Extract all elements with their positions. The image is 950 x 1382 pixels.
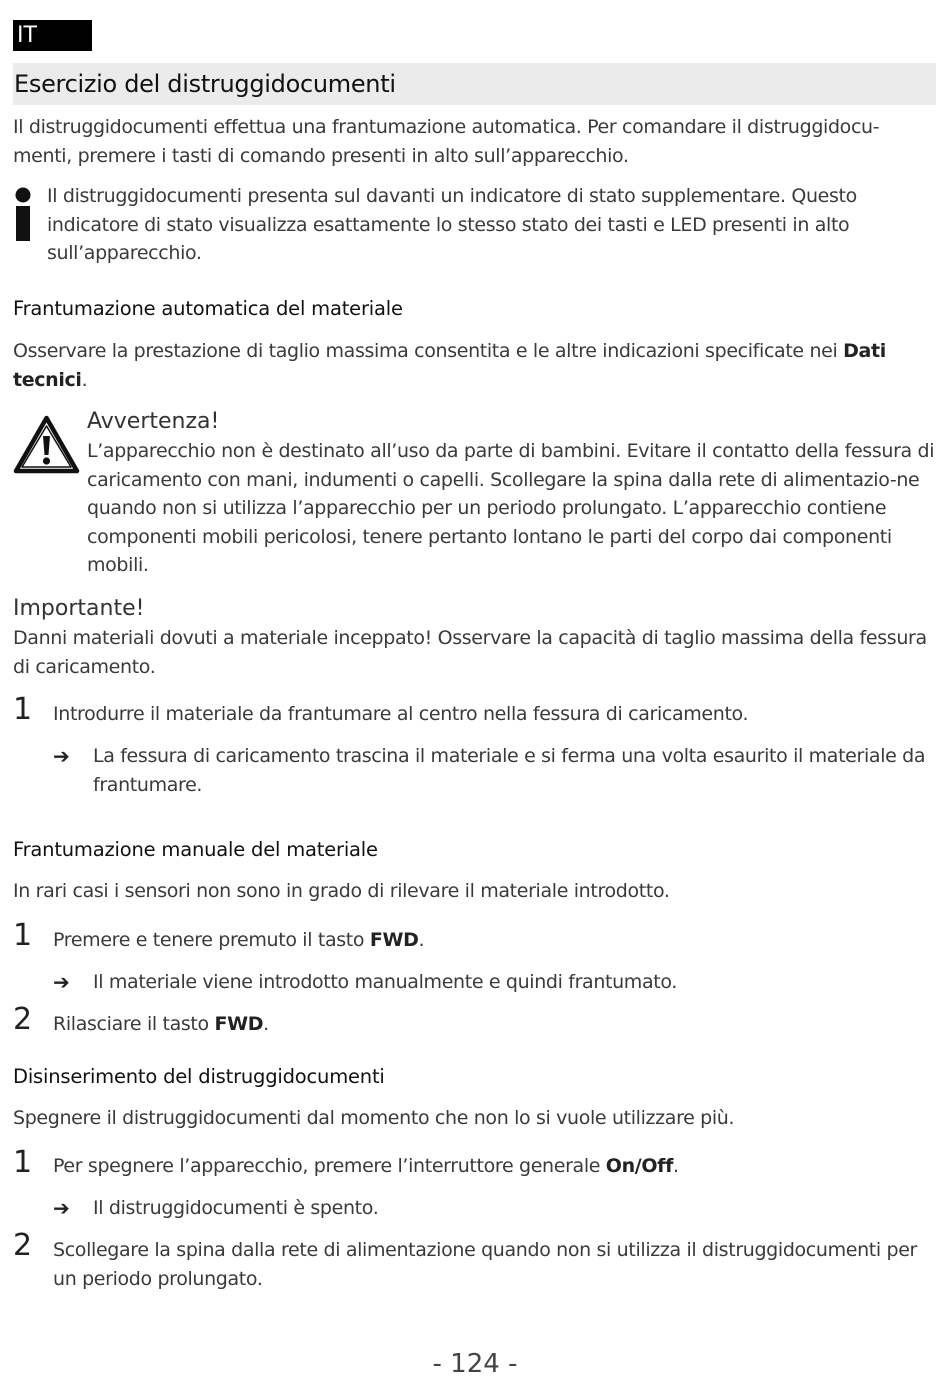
step-result: Il distruggidocumenti è spento. [93,1197,379,1219]
step-text: Introdurre il materiale da frantumare al centro nella fessura di caricamento. [53,703,749,725]
heading-manual-shredding: Frantumazione manuale del materiale [13,838,378,861]
step-number: 2 [13,1002,33,1037]
important-title: Importante! [13,596,145,621]
step-number: 1 [13,1145,33,1180]
important-text: Danni materiali dovuti a materiale inceppato! Osservare la capacità di taglio massima della fessura di caricamento. [13,627,927,678]
fwd-key-ref: FWD [214,1013,264,1035]
step-text-main: Per spegnere l’apparecchio, premere l’interruttore generale [53,1155,606,1177]
step-text-end: . [672,1155,679,1177]
step-number: 1 [13,918,33,953]
auto-text: Osservare la prestazione di taglio massima consentita e le altre indicazioni specificate nei [13,340,844,362]
step-text [53,926,938,955]
language-tag: IT [13,20,92,51]
result-arrow-icon: ➔ [53,744,70,768]
step-text-end: . [263,1013,269,1035]
step-text-end: . [418,929,425,951]
warning-title: Avvertenza! [87,409,220,434]
auto-text-end: . [81,368,88,391]
result-arrow-icon: ➔ [53,1196,70,1220]
heading-switch-off: Disinserimento del distruggidocumenti [13,1065,385,1088]
step-text: Scollegare la spina dalla rete di alimentazione quando non si utilizza il distruggidocumenti per un periodo prolungato. [53,1239,918,1290]
fwd-key-ref: FWD [369,929,419,951]
auto-shredding-paragraph [13,337,938,394]
section-title-bar [13,63,936,105]
step-result: La fessura di caricamento trascina il materiale e si ferma una volta esaurito il materiale da frantumare. [93,745,926,796]
step-number: 2 [13,1228,33,1263]
warning-text: L’apparecchio non è destinato all’uso da parte di bambini. Evitare il contatto della fessura di caricamento con mani, indumenti o capelli. Scollegare la spina dalla rete di alimentazio-ne quando non si utilizza l’apparecchio per un periodo prolungato. L’apparecchio contiene componenti mobili pericolosi, tenere pertanto lontano le parti del corpo dai componenti mobili. [87,440,935,576]
step-number: 1 [13,692,33,727]
step-result: Il materiale viene introdotto manualmente e quindi frantumato. [93,971,677,993]
intro-paragraph: Il distruggidocumenti effettua una frantumazione automatica. Per comandare il distruggidocu-menti, premere i tasti di comando presenti in alto sull’apparecchio. [13,116,880,167]
info-icon [14,187,32,241]
heading-auto-shredding: Frantumazione automatica del materiale [13,297,403,320]
switch-off-paragraph: Spegnere il distruggidocumenti dal momento che non lo si vuole utilizzare più. [13,1107,735,1129]
technical-data-ref: Dati tecnici [13,340,886,391]
page-title: Esercizio del distruggidocumenti [14,70,396,98]
info-note: Il distruggidocumenti presenta sul davanti un indicatore di stato supplementare. Questo indicatore di stato visualizza esattamente lo stesso stato dei tasti e LED presenti in alto sull’apparecchio. [47,185,857,264]
on-off-key-ref: On/Off [605,1155,673,1177]
warning-icon [13,415,80,474]
step-text-main: Rilasciare il tasto [53,1013,215,1035]
step-text [53,1152,938,1181]
manual-shredding-paragraph: In rari casi i sensori non sono in grado di rilevare il materiale introdotto. [13,880,670,902]
step-text [53,1010,938,1039]
step-text-main: Premere e tenere premuto il tasto [53,929,370,951]
result-arrow-icon: ➔ [53,970,70,994]
page-number: - 124 - [432,1349,518,1379]
